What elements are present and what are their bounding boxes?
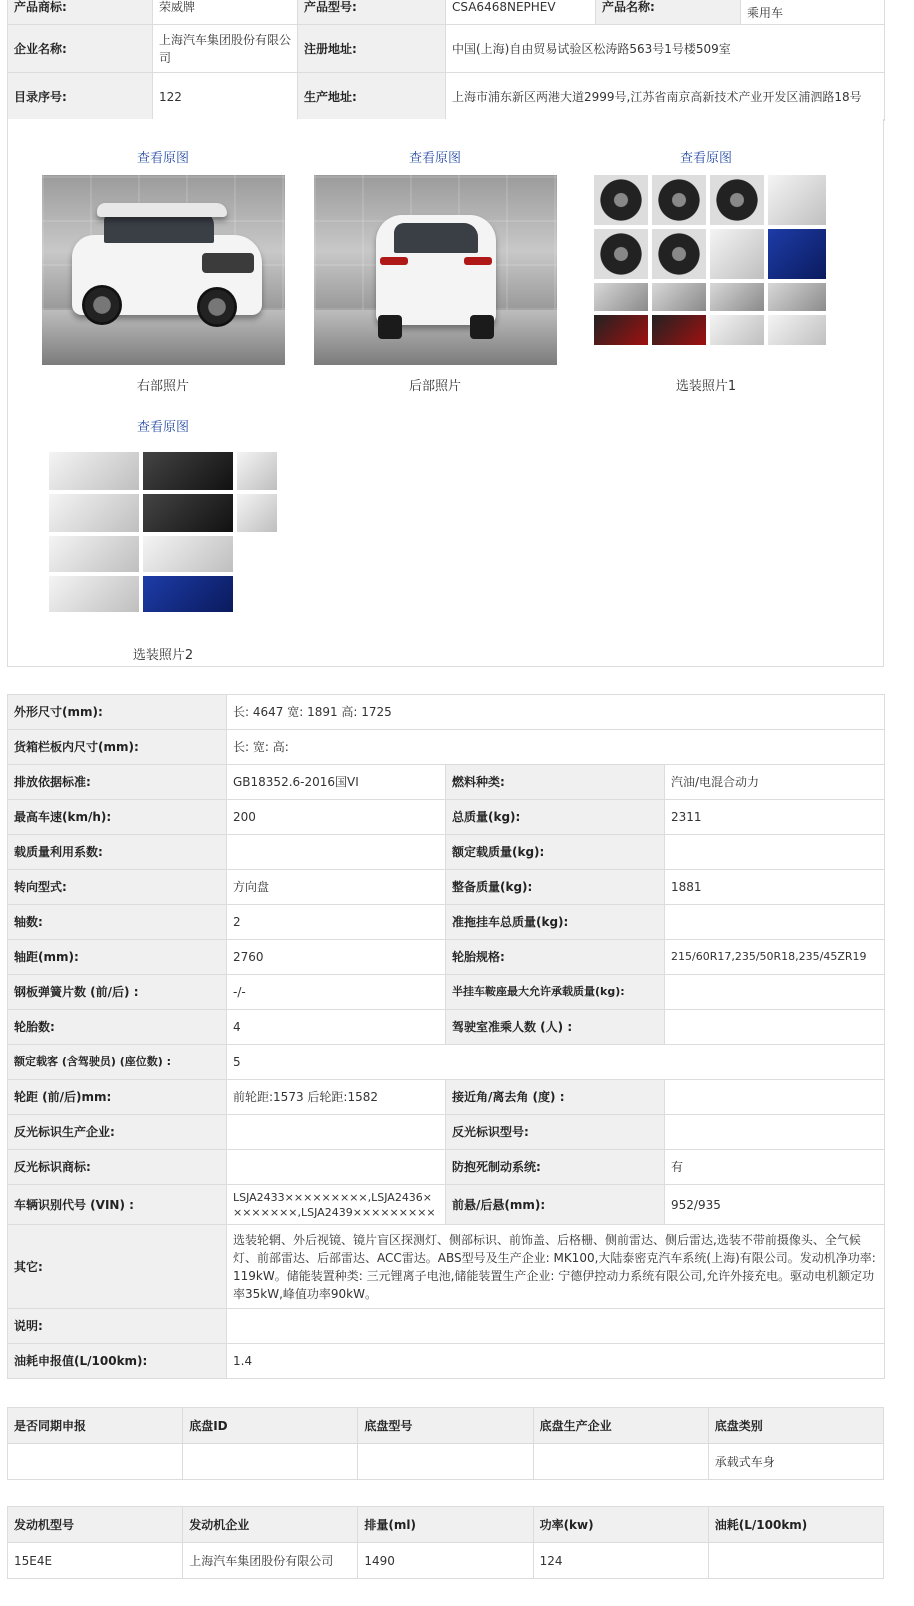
track-label: 轮距 (前/后)mm: (8, 1080, 227, 1115)
model-label: 产品型号: (298, 0, 446, 25)
fuel-label: 燃料种类: (446, 765, 665, 800)
track-value: 前轮距:1573 后轮距:1582 (227, 1080, 446, 1115)
column-header: 底盘型号 (358, 1408, 533, 1444)
steering-label: 转向型式: (8, 870, 227, 905)
product-info-table (7, 0, 885, 121)
reflect-mfr-label: 反光标识生产企业: (8, 1115, 227, 1150)
saddle-label: 半挂车鞍座最大允许承载质量(kg): (446, 975, 665, 1010)
cargo-label: 货箱栏板内尺寸(mm): (8, 730, 227, 765)
table-row (8, 1444, 884, 1480)
tire-spec-value: 215/60R17,235/50R18,235/45ZR19 (665, 940, 885, 975)
total-mass-value: 2311 (665, 800, 885, 835)
cab-seats-value (665, 1010, 885, 1045)
product-name-label: 产品名称: (596, 0, 741, 25)
speed-value: 200 (227, 800, 446, 835)
note-label: 说明: (8, 1309, 227, 1344)
reg-address-value: 中国(上海)自由贸易试验区松涛路563号1号楼509室 (446, 25, 885, 73)
photo-panel (7, 119, 884, 667)
abs-label: 防抱死制动系统: (446, 1150, 665, 1185)
spec-row (8, 940, 885, 975)
axles-label: 轴数: (8, 905, 227, 940)
column-header: 功率(kw) (533, 1507, 708, 1543)
reflect-model-label: 反光标识型号: (446, 1115, 665, 1150)
consumption-label: 油耗申报值(L/100km): (8, 1344, 227, 1379)
spec-row (8, 1185, 885, 1225)
consumption-value: 1.4 (227, 1344, 885, 1379)
table-cell: 承载式车身 (708, 1444, 883, 1480)
curb-mass-label: 整备质量(kg): (446, 870, 665, 905)
column-header: 是否同期申报 (8, 1408, 183, 1444)
table-cell (183, 1444, 358, 1480)
passengers-value: 5 (227, 1045, 885, 1080)
wheelbase-value: 2760 (227, 940, 446, 975)
table-cell: 124 (533, 1543, 708, 1579)
table-cell: 上海汽车集团股份有限公司 (183, 1543, 358, 1579)
wheelbase-label: 轴距(mm): (8, 940, 227, 975)
saddle-value (665, 975, 885, 1010)
production-address-value: 上海市浦东新区两港大道2999号,江苏省南京高新技术产业开发区浦泗路18号 (446, 73, 885, 121)
car-right-image[interactable] (42, 175, 285, 365)
column-header: 发动机企业 (183, 1507, 358, 1543)
photo-option-1 (581, 149, 831, 394)
view-original-link[interactable]: 查看原图 (408, 151, 461, 166)
column-header: 油耗(L/100km) (708, 1507, 883, 1543)
car-rear-image[interactable] (314, 175, 557, 365)
vin-value: LSJA2433×××××××××,LSJA2436××××××××,LSJA2439××××××××× (227, 1185, 446, 1225)
engine-table (7, 1506, 884, 1579)
reflect-model-value (665, 1115, 885, 1150)
speed-label: 最高车速(km/h): (8, 800, 227, 835)
reflect-brand-value (227, 1150, 446, 1185)
springs-value: -/- (227, 975, 446, 1010)
view-original-link[interactable]: 查看原图 (136, 151, 189, 166)
spec-row (8, 800, 885, 835)
table-cell (708, 1543, 883, 1579)
reflect-brand-label: 反光标识商标: (8, 1150, 227, 1185)
trailer-mass-value (665, 905, 885, 940)
table-cell: 15E4E (8, 1543, 183, 1579)
vin-label: 车辆识别代号 (VIN) : (8, 1185, 227, 1225)
photo-right (38, 149, 288, 394)
spec-row (8, 1309, 885, 1344)
reg-address-label: 注册地址: (298, 25, 446, 73)
load-coef-value (227, 835, 446, 870)
photo-option-2 (38, 418, 288, 663)
spec-row (8, 1010, 885, 1045)
column-header: 底盘生产企业 (533, 1408, 708, 1444)
column-header: 底盘ID (183, 1408, 358, 1444)
tires-label: 轮胎数: (8, 1010, 227, 1045)
photo-rear (310, 149, 560, 394)
tires-value: 4 (227, 1010, 446, 1045)
cab-seats-label: 驾驶室准乘人数 (人) : (446, 1010, 665, 1045)
note-value (227, 1309, 885, 1344)
photo-caption: 后部照片 (408, 379, 461, 394)
springs-label: 钢板弹簧片数 (前/后) : (8, 975, 227, 1010)
fuel-value: 汽油/电混合动力 (665, 765, 885, 800)
table-cell (533, 1444, 708, 1480)
company-value: 上海汽车集团股份有限公司 (153, 25, 298, 73)
angles-label: 接近角/离去角 (度) : (446, 1080, 665, 1115)
load-coef-label: 载质量利用系数: (8, 835, 227, 870)
column-header: 底盘类别 (708, 1408, 883, 1444)
angles-value (665, 1080, 885, 1115)
spec-row (8, 1045, 885, 1080)
spec-row (8, 1150, 885, 1185)
table-row (8, 1543, 884, 1579)
rated-load-label: 额定载质量(kg): (446, 835, 665, 870)
total-mass-label: 总质量(kg): (446, 800, 665, 835)
spec-table (7, 694, 885, 1379)
chassis-table (7, 1407, 884, 1480)
brand-label: 产品商标: (8, 0, 153, 25)
option-collage-1-image[interactable] (586, 175, 826, 365)
trailer-mass-label: 准拖挂车总质量(kg): (446, 905, 665, 940)
table-cell: 1490 (358, 1543, 533, 1579)
spec-row (8, 905, 885, 940)
catalog-no-value: 122 (153, 73, 298, 121)
spec-row (8, 1225, 885, 1309)
passengers-label: 额定载客 (含驾驶员) (座位数) : (8, 1045, 227, 1080)
tire-spec-label: 轮胎规格: (446, 940, 665, 975)
spec-row (8, 695, 885, 730)
option-collage-2-image[interactable] (43, 444, 283, 634)
engine-header-row (8, 1507, 884, 1543)
photo-caption: 右部照片 (136, 379, 189, 394)
photo-caption: 选装照片1 (675, 379, 737, 394)
column-header: 发动机型号 (8, 1507, 183, 1543)
cargo-value: 长: 宽: 高: (227, 730, 885, 765)
reflect-mfr-value (227, 1115, 446, 1150)
view-original-link[interactable]: 查看原图 (136, 420, 189, 435)
table-cell (8, 1444, 183, 1480)
view-original-link[interactable]: 查看原图 (679, 151, 732, 166)
spec-row (8, 765, 885, 800)
spec-row (8, 835, 885, 870)
abs-value: 有 (665, 1150, 885, 1185)
table-cell (358, 1444, 533, 1480)
axles-value: 2 (227, 905, 446, 940)
spec-row (8, 1115, 885, 1150)
other-label: 其它: (8, 1225, 227, 1309)
spec-row (8, 1344, 885, 1379)
production-address-label: 生产地址: (298, 73, 446, 121)
spec-row (8, 975, 885, 1010)
steering-value: 方向盘 (227, 870, 446, 905)
curb-mass-value: 1881 (665, 870, 885, 905)
other-value: 选装轮辋、外后视镜、镜片盲区探测灯、侧部标识、前饰盖、后格栅、侧前雷达、侧后雷达,选装不带前摄像头、全气候灯、前部雷达、后部雷达、ACC雷达。ABS型号及生产企业: MK100,大陆泰密克汽车系统(上海)有限公司。发动机净功率: 119kW。储能装置种类: 三元锂离子电池,储能装置生产企业: 宁德伊控动力系统有限公司,允许外接充电。驱动电机额定功率35kW,峰值功率90kW。 (227, 1225, 885, 1309)
chassis-header-row (8, 1408, 884, 1444)
spec-row (8, 1080, 885, 1115)
catalog-no-label: 目录序号: (8, 73, 153, 121)
spec-row (8, 870, 885, 905)
rated-load-value (665, 835, 885, 870)
product-name-value: 乘用车 (741, 0, 885, 25)
emission-value: GB18352.6-2016国VI (227, 765, 446, 800)
dims-label: 外形尺寸(mm): (8, 695, 227, 730)
emission-label: 排放依据标准: (8, 765, 227, 800)
photo-caption: 选装照片2 (132, 648, 194, 663)
spec-row (8, 730, 885, 765)
company-label: 企业名称: (8, 25, 153, 73)
overhang-label: 前悬/后悬(mm): (446, 1185, 665, 1225)
dims-value: 长: 4647 宽: 1891 高: 1725 (227, 695, 885, 730)
overhang-value: 952/935 (665, 1185, 885, 1225)
model-value: CSA6468NEPHEV (446, 0, 596, 25)
column-header: 排量(ml) (358, 1507, 533, 1543)
brand-value: 荣威牌 (153, 0, 298, 25)
